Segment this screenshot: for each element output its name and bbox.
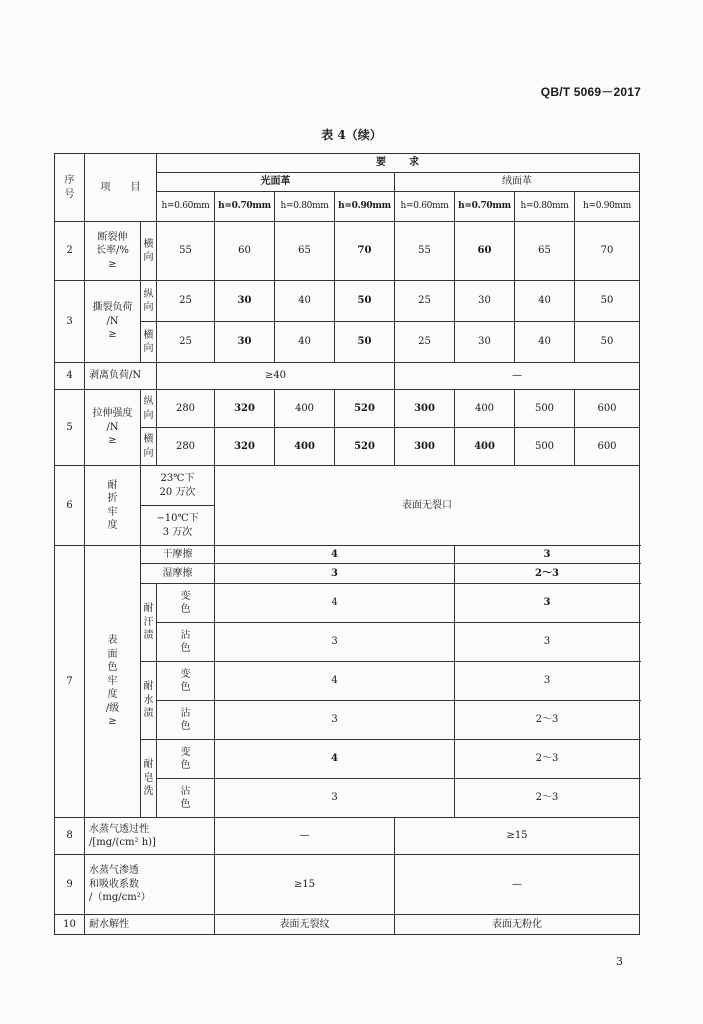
value-cell: 25 <box>157 322 215 363</box>
item-header: 项 目 <box>85 154 157 222</box>
sub-item-label: 耐 汗 渍 <box>141 584 157 662</box>
condition-label: 23℃下 20 万次 <box>141 466 215 506</box>
suede-value: 2～3 <box>455 701 640 740</box>
requirements-table <box>54 153 640 935</box>
thickness-cell: h=0.80mm <box>275 192 335 222</box>
value-cell: 40 <box>275 281 335 322</box>
suede-value: 3 <box>455 623 640 662</box>
value-cell: 65 <box>515 222 575 281</box>
value-cell: 25 <box>395 281 455 322</box>
value-cell: 280 <box>157 390 215 428</box>
condition-label: −10℃下 3 万次 <box>141 506 215 546</box>
table-row <box>55 281 640 322</box>
suede-value: 2～3 <box>455 740 640 779</box>
thickness-cell: h=0.70mm <box>215 192 275 222</box>
value-cell: 400 <box>275 428 335 466</box>
value-cell: 520 <box>335 428 395 466</box>
direction-label: 纵 向 <box>141 281 157 322</box>
smooth-value: 3 <box>215 564 455 584</box>
smooth-value: ≥15 <box>215 855 395 915</box>
row-label: 剥离负荷/N <box>85 363 157 390</box>
suede-value: 2～3 <box>455 779 640 818</box>
page-number: 3 <box>616 955 623 968</box>
table-row <box>55 915 640 935</box>
row-number: 7 <box>55 546 85 818</box>
value-cell: 40 <box>515 322 575 363</box>
sub-type-label: 沾 色 <box>157 779 215 818</box>
suede-leather-header: 绒面革 <box>395 173 640 192</box>
smooth-value: 3 <box>215 779 455 818</box>
suede-value: ≥15 <box>395 818 640 855</box>
suede-value: 3 <box>455 662 640 701</box>
value-cell: 50 <box>335 322 395 363</box>
row-label: 表 面 色 牢 度 /级 ≥ <box>85 546 141 818</box>
value-cell: 55 <box>395 222 455 281</box>
smooth-value: 表面无裂纹 <box>215 915 395 935</box>
value-cell: 280 <box>157 428 215 466</box>
row-number: 10 <box>55 915 85 935</box>
value-cell: 70 <box>575 222 640 281</box>
suede-value: 2～3 <box>455 564 640 584</box>
value-cell: 60 <box>215 222 275 281</box>
row-number: 5 <box>55 390 85 466</box>
thickness-cell: h=0.90mm <box>335 192 395 222</box>
direction-label: 横 向 <box>141 428 157 466</box>
thickness-cell: h=0.60mm <box>395 192 455 222</box>
table-row <box>55 564 640 584</box>
direction-label: 横 向 <box>141 222 157 281</box>
row-label: 水蒸气渗透 和吸收系数 /（mg/cm²） <box>85 855 215 915</box>
table-row <box>55 546 640 564</box>
value-cell: 50 <box>335 281 395 322</box>
sub-type-label: 变 色 <box>157 584 215 623</box>
row-label: 断裂伸 长率/% ≥ <box>85 222 141 281</box>
value-cell: 50 <box>575 281 640 322</box>
value-cell: 40 <box>515 281 575 322</box>
value-cell: 300 <box>395 428 455 466</box>
smooth-value: 4 <box>215 546 455 564</box>
direction-label: 纵 向 <box>141 390 157 428</box>
thickness-cell: h=0.80mm <box>515 192 575 222</box>
value-cell: 50 <box>575 322 640 363</box>
table-row <box>55 390 640 428</box>
value-cell: 30 <box>455 281 515 322</box>
table-row <box>55 740 640 779</box>
value-cell: 70 <box>335 222 395 281</box>
table-row <box>55 322 640 363</box>
seq-header: 序 号 <box>55 154 85 222</box>
smooth-value: 3 <box>215 701 455 740</box>
value-cell: 600 <box>575 428 640 466</box>
result-value: 表面无裂口 <box>215 466 640 546</box>
row-number: 3 <box>55 281 85 363</box>
table-row <box>55 662 640 701</box>
sub-item-label: 干摩擦 <box>141 546 215 564</box>
row-number: 6 <box>55 466 85 546</box>
sub-type-label: 变 色 <box>157 740 215 779</box>
thickness-cell: h=0.60mm <box>157 192 215 222</box>
value-cell: 400 <box>455 428 515 466</box>
table-row <box>55 855 640 915</box>
row-label: 耐 折 牢 度 <box>85 466 141 546</box>
row-label: 拉伸强度 /N ≥ <box>85 390 141 466</box>
value-cell: 520 <box>335 390 395 428</box>
suede-value: 表面无粉化 <box>395 915 640 935</box>
thickness-cell: h=0.70mm <box>455 192 515 222</box>
table-row <box>55 222 640 281</box>
table-row <box>55 818 640 855</box>
value-cell: 400 <box>455 390 515 428</box>
value-cell: 30 <box>455 322 515 363</box>
value-cell: 25 <box>395 322 455 363</box>
value-cell: 30 <box>215 322 275 363</box>
value-cell: 30 <box>215 281 275 322</box>
standard-code: QB/T 5069－2017 <box>540 85 641 99</box>
value-cell: 25 <box>157 281 215 322</box>
smooth-value: ≥40 <box>157 363 395 390</box>
value-cell: 320 <box>215 390 275 428</box>
value-cell: 300 <box>395 390 455 428</box>
value-cell: 500 <box>515 428 575 466</box>
sub-item-label: 耐 水 渍 <box>141 662 157 740</box>
requirement-header: 要 求 <box>157 154 640 173</box>
value-cell: 65 <box>275 222 335 281</box>
suede-value: — <box>395 363 640 390</box>
row-number: 4 <box>55 363 85 390</box>
value-cell: 500 <box>515 390 575 428</box>
smooth-value: 3 <box>215 623 455 662</box>
row-label: 水蒸气透过性 /[mg/(cm² h)] <box>85 818 215 855</box>
sub-type-label: 变 色 <box>157 662 215 701</box>
sub-item-label: 湿摩擦 <box>141 564 215 584</box>
value-cell: 40 <box>275 322 335 363</box>
sub-type-label: 沾 色 <box>157 701 215 740</box>
table-row <box>55 428 640 466</box>
suede-value: 3 <box>455 546 640 564</box>
value-cell: 600 <box>575 390 640 428</box>
thickness-cell: h=0.90mm <box>575 192 640 222</box>
row-label: 撕裂负荷 /N ≥ <box>85 281 141 363</box>
sub-type-label: 沾 色 <box>157 623 215 662</box>
smooth-value: 4 <box>215 584 455 623</box>
row-label: 耐水解性 <box>85 915 215 935</box>
row-number: 9 <box>55 855 85 915</box>
value-cell: 320 <box>215 428 275 466</box>
smooth-value: 4 <box>215 740 455 779</box>
table-row <box>55 466 640 506</box>
value-cell: 55 <box>157 222 215 281</box>
table-row <box>55 584 640 623</box>
sub-item-label: 耐 皂 洗 <box>141 740 157 818</box>
row-number: 2 <box>55 222 85 281</box>
smooth-value: — <box>215 818 395 855</box>
table-title: 表 4（续） <box>321 128 382 142</box>
header-row <box>55 154 640 173</box>
suede-value: 3 <box>455 584 640 623</box>
smooth-value: 4 <box>215 662 455 701</box>
table-row <box>55 363 640 390</box>
value-cell: 60 <box>455 222 515 281</box>
direction-label: 横 向 <box>141 322 157 363</box>
smooth-leather-header: 光面革 <box>157 173 395 192</box>
suede-value: — <box>395 855 640 915</box>
row-number: 8 <box>55 818 85 855</box>
value-cell: 400 <box>275 390 335 428</box>
